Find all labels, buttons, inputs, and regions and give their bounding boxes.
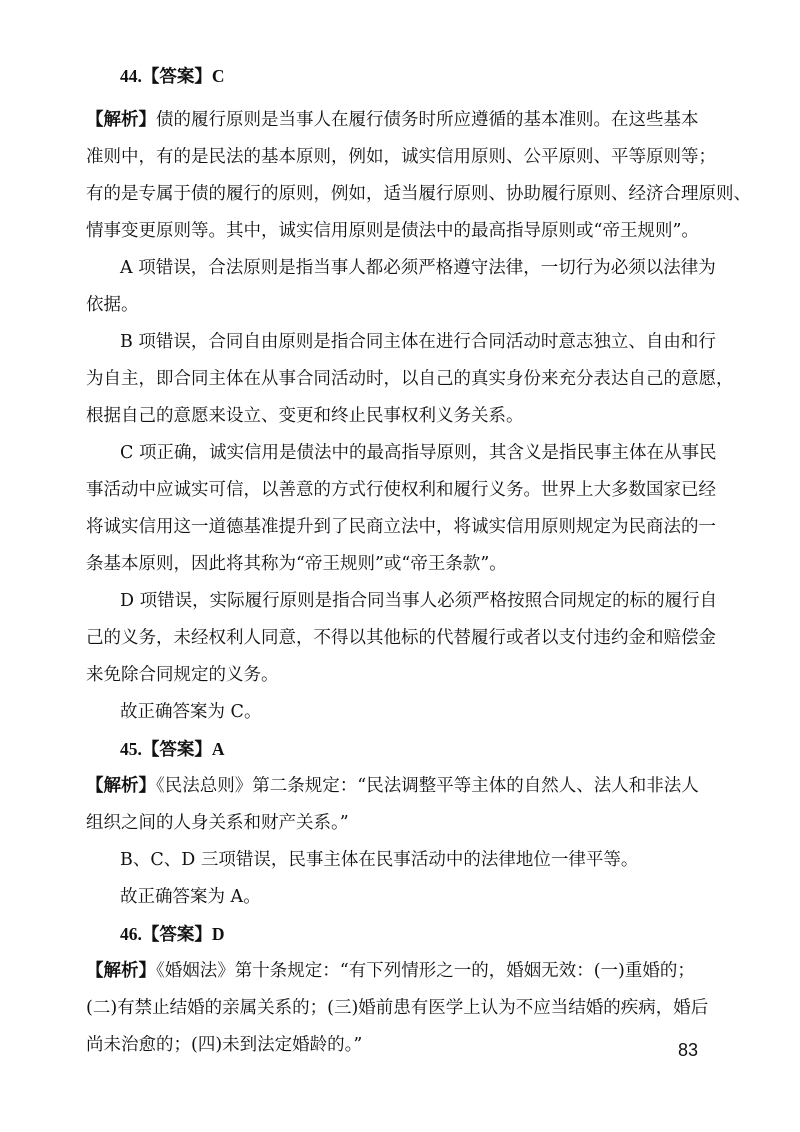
q44-conclusion: 故正确答案为 C。 — [120, 702, 262, 722]
q44-option-c-line-4: 条基本原则，因此将其称为“帝王规则”或“帝王条款”。 — [86, 554, 507, 574]
page-number: 83 — [678, 1040, 699, 1060]
q46-analysis-line-3: 尚未治愈的；(四)未到法定婚龄的。” — [86, 1035, 363, 1055]
q45-conclusion: 故正确答案为 A。 — [120, 887, 261, 907]
q46-heading: 46.【答案】D — [120, 924, 225, 945]
q45-options: B、C、D 三项错误，民事主体在民事活动中的法律地位一律平等。 — [120, 850, 639, 870]
q44-option-a-line-2: 依据。 — [86, 295, 139, 315]
q44-analysis-line-4: 情事变更原则等。其中，诚实信用原则是债法中的最高指导原则或“帝王规则”。 — [86, 221, 699, 241]
q44-analysis-line-1: 【解析】债的履行原则是当事人在履行债务时所应遵循的基本准则。在这些基本 — [86, 110, 699, 130]
q44-option-d-line-2: 己的义务，未经权利人同意，不得以其他标的代替履行或者以支付违约金和赔偿金 — [86, 628, 716, 648]
q45-heading: 45.【答案】A — [120, 739, 225, 760]
q44-option-b-line-1: B 项错误，合同自由原则是指合同主体在进行合同活动时意志独立、自由和行 — [120, 332, 716, 352]
q44-analysis-line-2: 准则中，有的是民法的基本原则，例如，诚实信用原则、公平原则、平等原则等； — [86, 147, 716, 167]
q44-option-c-line-1: C 项正确，诚实信用是债法中的最高指导原则，其含义是指民事主体在从事民 — [120, 443, 717, 463]
q45-analysis-line-1: 【解析】《民法总则》第二条规定：“民法调整平等主体的自然人、法人和非法人 — [86, 776, 699, 796]
q44-option-d-line-1: D 项错误，实际履行原则是指合同当事人必须严格按照合同规定的标的履行自 — [120, 591, 718, 611]
q44-option-c-line-3: 将诚实信用这一道德基准提升到了民商立法中，将诚实信用原则规定为民商法的一 — [86, 517, 716, 537]
q46-analysis-line-2: (二)有禁止结婚的亲属关系的；(三)婚前患有医学上认为不应当结婚的疾病，婚后 — [86, 998, 709, 1018]
q44-option-c-line-2: 事活动中应诚实可信，以善意的方式行使权利和履行义务。世界上大多数国家已经 — [86, 480, 716, 500]
q44-option-b-line-3: 根据自己的意愿来设立、变更和终止民事权利义务关系。 — [86, 406, 524, 426]
q44-analysis-line-3: 有的是专属于债的履行的原则，例如，适当履行原则、协助履行原则、经济合理原则、 — [86, 184, 751, 204]
q44-option-d-line-3: 来免除合同规定的义务。 — [86, 665, 279, 685]
q44-option-b-line-2: 为自主，即合同主体在从事合同活动时，以自己的真实身份来充分表达自己的意愿， — [86, 369, 734, 389]
q44-option-a-line-1: A 项错误，合法原则是指当事人都必须严格遵守法律，一切行为必须以法律为 — [120, 258, 716, 278]
q45-analysis-line-2: 组织之间的人身关系和财产关系。” — [86, 813, 349, 833]
q44-heading: 44.【答案】C — [120, 66, 225, 87]
q46-analysis-line-1: 【解析】《婚姻法》第十条规定：“有下列情形之一的，婚姻无效：(一)重婚的； — [86, 961, 695, 981]
